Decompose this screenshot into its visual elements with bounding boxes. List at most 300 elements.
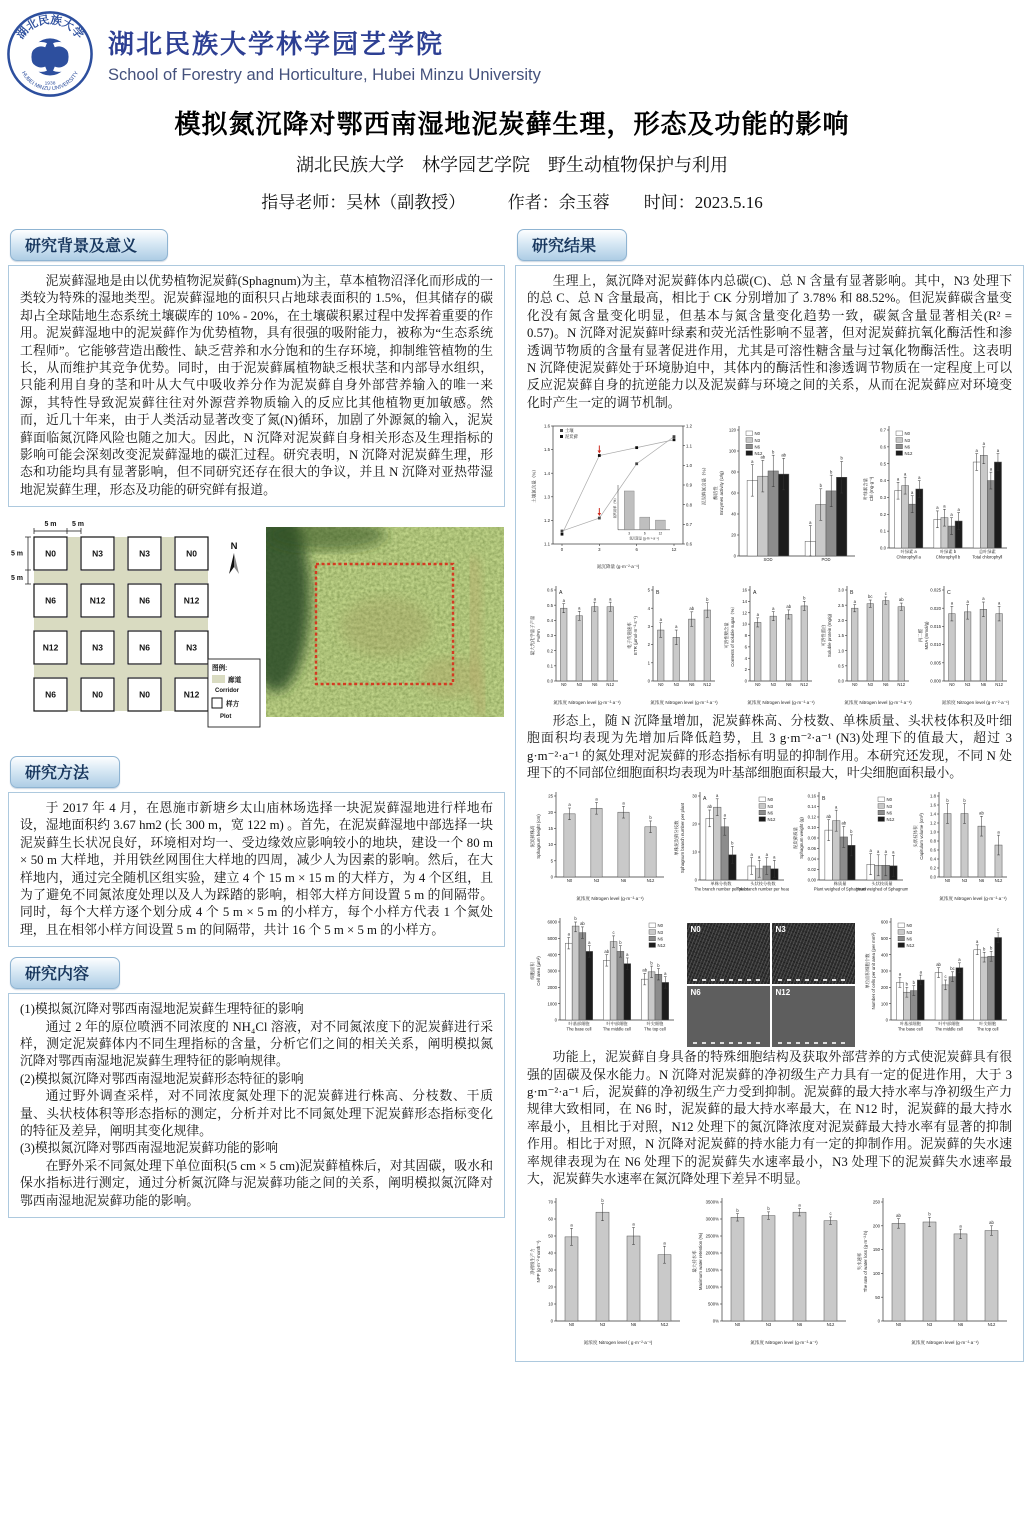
svg-text:a: a [982, 441, 985, 447]
svg-text:a: a [877, 849, 880, 855]
svg-text:N0: N0 [658, 681, 664, 687]
svg-text:0.00: 0.00 [807, 878, 817, 884]
svg-text:b: b [574, 916, 577, 922]
svg-text:500%: 500% [707, 1301, 719, 1307]
svg-text:0: 0 [877, 1318, 880, 1324]
svg-text:ab: ab [580, 920, 585, 926]
svg-text:300: 300 [880, 968, 888, 974]
svg-text:氮利用率（%）: 氮利用率（%） [613, 496, 617, 519]
svg-text:1.8: 1.8 [929, 794, 936, 800]
svg-text:N12: N12 [89, 595, 106, 606]
svg-text:120: 120 [728, 427, 736, 433]
svg-text:ETR (μmol·m⁻²·s⁻¹): ETR (μmol·m⁻²·s⁻¹) [633, 615, 638, 655]
results-function-text: 功能上，泥炭藓自身具备的特殊细胞结构及获取外部营养的方式使泥炭藓具有很强的固碳及保水能力。N 沉降对泥炭藓的净初级生产力具有一定的促进作用，大于 3 g·m⁻²·a⁻¹ 后，泥炭藓的净初级生产力受到抑制。泥炭藓的最大持水率与净初级生产力规律大致相同，在 N6 时，泥炭藓的最大持水率最大，在 N12 时，泥炭藓的最大持水率最小，且相比于对照，N12 处理下的氮沉降浓度对泥炭藓最大持水率有显著的抑制作用。相比于对照，N 沉降对泥炭藓的持水能力有一定的抑制作用。泥炭藓的失水速率规律表现为在 N6 处理下的泥炭藓失水速率最小，N3 处理下的泥炭藓失水速率最大，泥炭藓失水速率在氮沉降处理下差异不明显。 [527, 1050, 1012, 1186]
content-item-title: (3)模拟氮沉降对鄂西南湿地泥炭藓功能的影响 [20, 1141, 279, 1156]
svg-text:酶活性: 酶活性 [712, 486, 718, 500]
chart-branch-number [671, 786, 789, 907]
svg-text:土壤: 土壤 [565, 428, 574, 434]
svg-text:0.02: 0.02 [807, 867, 817, 873]
svg-text:细胞面积: 细胞面积 [530, 962, 535, 980]
university-logo-icon [6, 10, 94, 98]
school-name-block [108, 24, 541, 85]
svg-text:1.2: 1.2 [686, 423, 692, 429]
svg-text:N0: N0 [904, 431, 910, 437]
svg-text:土壤氮含量（%）: 土壤氮含量（%） [531, 467, 537, 503]
svg-text:The top cell: The top cell [976, 1026, 999, 1032]
svg-text:5000: 5000 [547, 935, 557, 941]
svg-text:0.8: 0.8 [929, 839, 936, 845]
svg-text:0.0: 0.0 [838, 678, 844, 684]
svg-text:a: a [884, 849, 888, 855]
svg-text:b: b [912, 979, 915, 985]
svg-text:N3: N3 [770, 681, 776, 687]
svg-text:0.06: 0.06 [807, 846, 817, 852]
svg-text:Plot: Plot [220, 714, 232, 721]
svg-text:The top cell: The top cell [644, 1026, 666, 1032]
svg-text:N12: N12 [906, 942, 915, 948]
svg-text:a: a [632, 1222, 635, 1228]
svg-text:N0: N0 [45, 548, 56, 559]
results-chart-row-2 [527, 580, 1012, 711]
methods-text: 于 2017 年 4 月，在恩施市新塘乡太山庙林场选择一块泥炭藓湿地进行样地布设，湿地面积约 3.67 hm2 (长 300 m，宽 122 m) 。首先，在泥炭藓湿地中部选择一块泥炭藓生长状况良好，环境相对均一、受边缘效应影响较小的地块，建设一个 80 m × 50 m 大样地，并用铁丝网围住大样地的四周，减少人为因素的影响。然后，在大样地内，通过完全随机区组实验，建立 4 个 15 m × 15 m 的大样方，为 4 个区组，且为了避免不同氮浓度处理以及人为踩踏的影响，相邻大样方间设置 5 m 的间隔带。同时，每个大样方逐个划分成 4 个 5 m × 5 m 的小样方，每个小样方代表 1 个氮处理，且在相邻小样方间设置 5 m 的间隔带，共计 16 个 5 m × 5 m 的小样方。 [20, 801, 493, 937]
svg-text:头状枝体积: 头状枝体积 [912, 825, 918, 848]
sem-image-N3: N3 [772, 923, 855, 984]
svg-text:0: 0 [733, 553, 736, 559]
svg-text:N6: N6 [980, 681, 987, 687]
svg-text:a: a [919, 969, 922, 975]
svg-text:N0: N0 [944, 878, 951, 884]
svg-text:单株泥炭藓分枝数: 单株泥炭藓分枝数 [673, 820, 679, 857]
svg-text:0: 0 [554, 1017, 557, 1023]
svg-text:N6: N6 [978, 878, 985, 884]
svg-text:0: 0 [647, 678, 650, 684]
svg-text:N12: N12 [904, 451, 913, 457]
chart-etr [624, 580, 720, 711]
svg-text:N0: N0 [92, 689, 103, 700]
svg-text:可溶性蛋白: 可溶性蛋白 [821, 624, 826, 646]
poster-header [0, 0, 1024, 100]
svg-text:4: 4 [647, 605, 650, 611]
svg-text:ab: ab [780, 452, 786, 458]
chart-fvfm [527, 580, 623, 711]
right-column [515, 225, 1024, 1362]
svg-text:20: 20 [548, 1284, 553, 1290]
sem-scale-bar [693, 1042, 763, 1044]
svg-text:a: a [797, 1203, 801, 1209]
svg-text:B: B [656, 589, 660, 596]
school-name-cn: 湖北民族大学林学园艺学院 [108, 28, 445, 59]
svg-text:a: a [659, 616, 662, 622]
svg-text:1.1: 1.1 [544, 541, 550, 547]
svg-text:a: a [892, 849, 895, 855]
svg-text:a: a [958, 956, 961, 962]
svg-text:N12: N12 [987, 1322, 996, 1328]
svg-text:1000%: 1000% [705, 1284, 719, 1290]
svg-text:N6: N6 [786, 681, 792, 687]
svg-text:a: a [593, 595, 596, 601]
svg-text:150: 150 [872, 1247, 880, 1253]
svg-text:N3: N3 [961, 878, 968, 884]
svg-text:ab: ab [896, 1213, 901, 1219]
svg-text:a: a [997, 600, 1001, 606]
svg-text:1.0: 1.0 [686, 463, 692, 469]
svg-text:ab: ab [689, 605, 695, 611]
svg-text:N12: N12 [995, 681, 1003, 687]
svg-text:a: a [750, 852, 753, 858]
svg-text:B: B [822, 796, 826, 803]
svg-text:A: A [559, 589, 563, 596]
svg-text:0.4: 0.4 [880, 478, 886, 484]
svg-text:Total chlorophyll: Total chlorophyll [972, 554, 1003, 560]
svg-text:b: b [649, 815, 652, 821]
plot-layout-diagram [8, 513, 262, 748]
svg-text:2000%: 2000% [705, 1250, 719, 1256]
svg-text:10: 10 [548, 842, 553, 848]
svg-text:0.2: 0.2 [929, 866, 936, 872]
svg-text:N0: N0 [949, 681, 955, 687]
chart-soil-nitrogen-line [527, 416, 709, 575]
svg-text:MDA (mmol/g): MDA (mmol/g) [924, 620, 929, 650]
svg-text:2.5: 2.5 [838, 602, 844, 608]
svg-text:a: a [976, 938, 979, 944]
svg-text:a: a [595, 797, 598, 803]
sem-scale-bar [778, 1042, 848, 1044]
svg-text:N6: N6 [139, 595, 150, 606]
svg-text:N0: N0 [561, 681, 567, 687]
content-item-body: 通过野外调查采样，对不同浓度氮处理下的泥炭藓进行株高、分枝数、干质量、头状枝体积等形态指标的测定，分析并对比不同氮处理下泥炭藓形态指标变化的特征及差异，阐明其变化规律。 [20, 1089, 493, 1138]
svg-text:10: 10 [691, 850, 697, 856]
svg-text:ab: ab [604, 948, 610, 954]
svg-text:0.1: 0.1 [547, 662, 553, 668]
left-column [8, 225, 505, 1218]
svg-text:a: a [765, 852, 768, 858]
chart-npp [527, 1192, 685, 1351]
svg-text:0.5: 0.5 [880, 461, 886, 467]
svg-text:0.6: 0.6 [929, 848, 936, 854]
svg-text:ab: ab [979, 810, 984, 816]
svg-text:N6: N6 [886, 810, 893, 816]
svg-text:bc: bc [950, 965, 955, 971]
school-name-en: School of Forestry and Horticulture, Hubei Minzu University [108, 65, 541, 84]
results-chart-row-3 [527, 786, 1012, 907]
svg-text:1500%: 1500% [705, 1267, 719, 1273]
svg-text:叶绿素含量: 叶绿素含量 [863, 478, 868, 501]
svg-text:净初级生产力: 净初级生产力 [530, 1248, 535, 1276]
section-heading-content: 研究内容 [10, 957, 120, 989]
svg-text:30: 30 [548, 1267, 553, 1273]
svg-text:N0: N0 [754, 431, 760, 437]
svg-text:14: 14 [742, 598, 747, 604]
svg-text:a: a [911, 490, 914, 496]
svg-text:0.6: 0.6 [686, 541, 692, 547]
svg-text:N6: N6 [904, 444, 910, 450]
svg-text:1.1: 1.1 [686, 443, 692, 449]
svg-text:40: 40 [548, 1250, 553, 1256]
svg-text:总叶绿素: 总叶绿素 [978, 549, 996, 555]
svg-text:b: b [989, 945, 993, 951]
svg-text:a: a [772, 855, 776, 861]
section-heading-methods: 研究方法 [10, 756, 120, 788]
svg-text:失水速率: 失水速率 [857, 1253, 862, 1271]
svg-text:N12: N12 [754, 451, 762, 457]
svg-text:0.1: 0.1 [880, 528, 886, 534]
svg-text:b: b [946, 798, 949, 804]
svg-text:20: 20 [691, 822, 697, 828]
svg-text:0.2: 0.2 [547, 647, 553, 653]
svg-text:a: a [609, 595, 612, 601]
svg-text:6000: 6000 [547, 919, 557, 925]
svg-text:ab: ab [936, 961, 941, 967]
svg-text:C: C [947, 589, 951, 596]
svg-text:N0: N0 [568, 1322, 575, 1328]
svg-text:a: a [936, 505, 939, 511]
svg-text:250: 250 [872, 1199, 880, 1205]
svg-text:N12: N12 [660, 1322, 669, 1328]
svg-text:a: a [835, 804, 838, 810]
svg-text:3.0: 3.0 [838, 587, 844, 593]
svg-text:N12: N12 [606, 681, 615, 687]
svg-text:a: a [959, 1223, 962, 1229]
svg-text:N12: N12 [657, 942, 666, 948]
svg-text:a: a [578, 604, 581, 610]
svg-text:b: b [619, 939, 622, 945]
svg-text:头状枝质量: 头状枝质量 [871, 881, 893, 887]
svg-text:20: 20 [548, 810, 553, 816]
svg-text:N0: N0 [566, 878, 573, 884]
svg-text:a: a [997, 829, 1000, 835]
svg-text:1: 1 [647, 659, 650, 665]
title-block [0, 104, 1024, 213]
sem-image-N6: N6 [687, 986, 770, 1047]
svg-text:丙二醛: 丙二醛 [918, 628, 923, 642]
svg-text:5 m: 5 m [10, 575, 24, 583]
svg-text:1.5: 1.5 [838, 632, 844, 638]
svg-text:Chlorophyll a: Chlorophyll a [896, 554, 921, 560]
svg-text:1.3: 1.3 [544, 494, 550, 500]
svg-text:B: B [850, 589, 854, 596]
methods-box [8, 792, 505, 947]
svg-text:a: a [903, 471, 907, 477]
svg-text:a: a [756, 611, 759, 617]
svg-text:N12: N12 [183, 689, 200, 700]
svg-text:b: b [706, 596, 709, 602]
svg-text:N6: N6 [883, 681, 889, 687]
svg-text:The middle cell: The middle cell [934, 1026, 964, 1032]
svg-text:5 m: 5 m [44, 521, 57, 529]
svg-text:样方: 样方 [226, 701, 240, 709]
svg-text:最大持水率: 最大持水率 [691, 1250, 697, 1273]
svg-text:氮浓度 Nitrogen level (g·m⁻²·a⁻¹): 氮浓度 Nitrogen level (g·m⁻²·a⁻¹) [939, 896, 1007, 902]
svg-text:ab: ab [642, 967, 648, 973]
svg-text:a: a [715, 793, 719, 799]
svg-text:100: 100 [728, 448, 736, 454]
svg-text:20: 20 [730, 532, 736, 538]
results-morphology-text: 形态上，随 N 沉降量增加，泥炭藓株高、分枝数、单株质量、头状枝体积及叶细胞面积均表现为先增加后降低趋势，且 3 g·m⁻²·a⁻¹ (N3)处理下的值最大，超过 3 g·m⁻²·a⁻¹ 的氮处理对泥炭藓的形态指标有明显的抑制作用。本研究还发现，不同 N 处理下的不同部位细胞面积均表现为叶基部细胞面积最大，叶尖细胞面积最小。 [527, 713, 1012, 781]
svg-text:N3: N3 [867, 681, 873, 687]
svg-text:6: 6 [744, 643, 747, 649]
svg-text:Cell area (μm²): Cell area (μm²) [536, 956, 541, 986]
svg-text:N6: N6 [630, 1322, 637, 1328]
svg-text:0.010: 0.010 [930, 641, 941, 647]
chart-capitulum-volume [910, 786, 1012, 907]
svg-text:a: a [808, 519, 812, 525]
svg-text:15: 15 [548, 826, 553, 832]
svg-text:12: 12 [742, 609, 747, 615]
svg-text:b: b [730, 841, 734, 847]
sem-microscopy-panel [687, 923, 855, 1047]
svg-text:头状枝分枝数: 头状枝分枝数 [750, 881, 776, 887]
svg-text:b: b [803, 595, 806, 601]
svg-text:株质量: 株质量 [834, 881, 847, 887]
svg-text:c: c [997, 926, 1000, 932]
svg-text:2: 2 [647, 641, 650, 647]
sem-image-N0: N0 [687, 923, 770, 984]
svg-text:N3: N3 [139, 548, 150, 559]
svg-text:b: b [829, 469, 832, 475]
svg-text:a: a [570, 1222, 573, 1228]
svg-text:氮沉降量 (g·m⁻²·a⁻¹): 氮沉降量 (g·m⁻²·a⁻¹) [596, 564, 640, 570]
svg-text:b: b [928, 1211, 931, 1217]
svg-text:500: 500 [880, 935, 888, 941]
chart-sphagnum-weight [790, 786, 908, 907]
svg-text:泥炭藓氮含量（%）: 泥炭藓氮含量（%） [701, 465, 707, 506]
svg-text:a: a [757, 855, 761, 861]
svg-text:N3: N3 [92, 642, 103, 653]
svg-text:N6: N6 [906, 936, 912, 942]
svg-text:N6: N6 [767, 810, 773, 816]
svg-text:N12: N12 [897, 681, 906, 687]
svg-text:单株分枝数: 单株分枝数 [710, 881, 732, 887]
svg-text:0.7: 0.7 [880, 427, 886, 433]
svg-text:叶尖细胞: 叶尖细胞 [979, 1021, 997, 1027]
svg-text:N3: N3 [754, 437, 760, 443]
svg-text:0.0: 0.0 [880, 545, 886, 551]
svg-text:0.015: 0.015 [930, 623, 941, 629]
svg-text:b: b [650, 960, 653, 966]
svg-text:1.6: 1.6 [544, 423, 550, 429]
svg-text:b: b [819, 483, 822, 489]
svg-text:c: c [612, 929, 615, 935]
svg-text:a: a [568, 802, 571, 808]
svg-text:电子传递速率: 电子传递速率 [627, 621, 632, 649]
svg-text:ab: ab [759, 454, 765, 460]
svg-text:2: 2 [744, 666, 747, 672]
sem-scale-bar [693, 979, 763, 981]
svg-text:b: b [839, 455, 843, 461]
svg-text:POD: POD [820, 557, 831, 563]
results-chart-row-1 [527, 416, 1012, 575]
svg-text:0.16: 0.16 [807, 794, 817, 800]
svg-text:氮浓度 Nitrogen level (g·m⁻²·a⁻¹): 氮浓度 Nitrogen level (g·m⁻²·a⁻¹) [844, 699, 912, 705]
svg-text:Sphagnum height (cm): Sphagnum height (cm) [536, 814, 541, 860]
svg-text:A: A [702, 796, 707, 803]
svg-text:The base cell: The base cell [897, 1026, 923, 1032]
svg-text:N6: N6 [139, 642, 150, 653]
svg-text:最大光化学量子产量: 最大光化学量子产量 [530, 615, 535, 655]
svg-text:0.3: 0.3 [880, 495, 886, 501]
svg-text:The base cell: The base cell [566, 1026, 592, 1032]
svg-text:0.10: 0.10 [807, 825, 817, 831]
svg-text:bc: bc [868, 593, 873, 599]
svg-text:N6: N6 [796, 1322, 802, 1328]
svg-text:1.6: 1.6 [929, 803, 936, 809]
svg-text:N6: N6 [45, 689, 56, 700]
svg-text:ab: ab [898, 596, 904, 602]
svg-text:Plant weighed of Sphagnum: Plant weighed of Sphagnum [814, 886, 867, 892]
svg-text:0.000: 0.000 [930, 678, 941, 684]
svg-text:N12: N12 [646, 878, 655, 884]
svg-text:N3: N3 [926, 1322, 933, 1328]
svg-text:Contents of soluble sugar（%）: Contents of soluble sugar（%） [730, 603, 735, 667]
svg-text:6: 6 [643, 531, 646, 536]
svg-text:1000: 1000 [547, 1001, 557, 1007]
svg-text:ab: ab [706, 804, 712, 810]
svg-text:N12: N12 [767, 817, 776, 823]
svg-text:b: b [657, 962, 660, 968]
svg-text:N3: N3 [576, 681, 582, 687]
svg-text:3: 3 [647, 623, 650, 629]
svg-text:氮浓度 Nitrogen level (g·m⁻²·a⁻¹): 氮浓度 Nitrogen level (g·m⁻²·a⁻¹) [941, 699, 1010, 705]
svg-text:泥炭藓株高: 泥炭藓株高 [530, 825, 535, 848]
svg-text:N0: N0 [186, 548, 197, 559]
content-item-title: (1)模拟氮沉降对鄂西南湿地泥炭藓生理特征的影响 [20, 1002, 304, 1017]
svg-text:0.4: 0.4 [929, 857, 936, 863]
svg-text:叶中部细胞: 叶中部细胞 [938, 1021, 960, 1027]
svg-text:a: a [772, 605, 775, 611]
svg-text:The rate of water loss (g·m⁻²·: The rate of water loss (g·m⁻²·h) [863, 1231, 868, 1293]
svg-text:40: 40 [730, 511, 736, 517]
svg-text:c: c [944, 974, 947, 980]
svg-text:1.2: 1.2 [544, 518, 550, 524]
svg-text:N0: N0 [906, 923, 912, 929]
svg-text:b: b [850, 829, 853, 835]
svg-text:0.6: 0.6 [547, 587, 553, 593]
svg-text:0.08: 0.08 [807, 836, 817, 842]
content-item-title: (2)模拟氮沉降对鄂西南湿地泥炭藓形态特征的影响 [20, 1071, 304, 1086]
svg-text:0.4: 0.4 [547, 617, 553, 623]
svg-text:Head weighed of Sphagnum: Head weighed of Sphagnum [855, 886, 909, 892]
svg-text:100: 100 [872, 1271, 880, 1277]
svg-text:Sphagnum branch number per pla: Sphagnum branch number per plant [679, 803, 685, 874]
svg-text:NPP (g·m⁻²·month⁻¹): NPP (g·m⁻²·month⁻¹) [536, 1240, 541, 1283]
logo-year: 1938 [44, 81, 56, 87]
svg-text:1.0: 1.0 [929, 830, 936, 836]
svg-text:0.5: 0.5 [838, 662, 844, 668]
content-box [8, 993, 505, 1218]
svg-text:4000: 4000 [547, 952, 557, 958]
svg-text:1.2: 1.2 [929, 821, 936, 827]
svg-text:N0: N0 [767, 797, 773, 803]
svg-text:氮浓度 Nitrogen level (g·m⁻²·a⁻¹): 氮浓度 Nitrogen level (g·m⁻²·a⁻¹) [749, 1340, 818, 1346]
chart-soluble-sugar [721, 580, 817, 711]
chart-sphagnum-height [527, 786, 669, 907]
chart-soluble-protein [818, 580, 914, 711]
svg-text:a: a [918, 474, 921, 480]
svg-text:叶基部细胞: 叶基部细胞 [899, 1021, 921, 1027]
svg-text:0.020: 0.020 [930, 605, 941, 611]
svg-text:N6: N6 [754, 444, 760, 450]
svg-text:N0: N0 [139, 689, 150, 700]
svg-text:70: 70 [548, 1199, 553, 1205]
svg-text:25: 25 [548, 794, 553, 800]
svg-text:a: a [975, 447, 978, 453]
svg-text:8: 8 [744, 632, 747, 638]
svg-text:6: 6 [635, 547, 638, 553]
svg-text:Soluble protein (mg/g): Soluble protein (mg/g) [827, 613, 832, 657]
svg-text:HUBEI MINZU UNIVERSITY: HUBEI MINZU UNIVERSITY [20, 70, 80, 93]
svg-text:泥炭藓: 泥炭藓 [565, 434, 578, 440]
svg-text:a: a [588, 939, 591, 945]
